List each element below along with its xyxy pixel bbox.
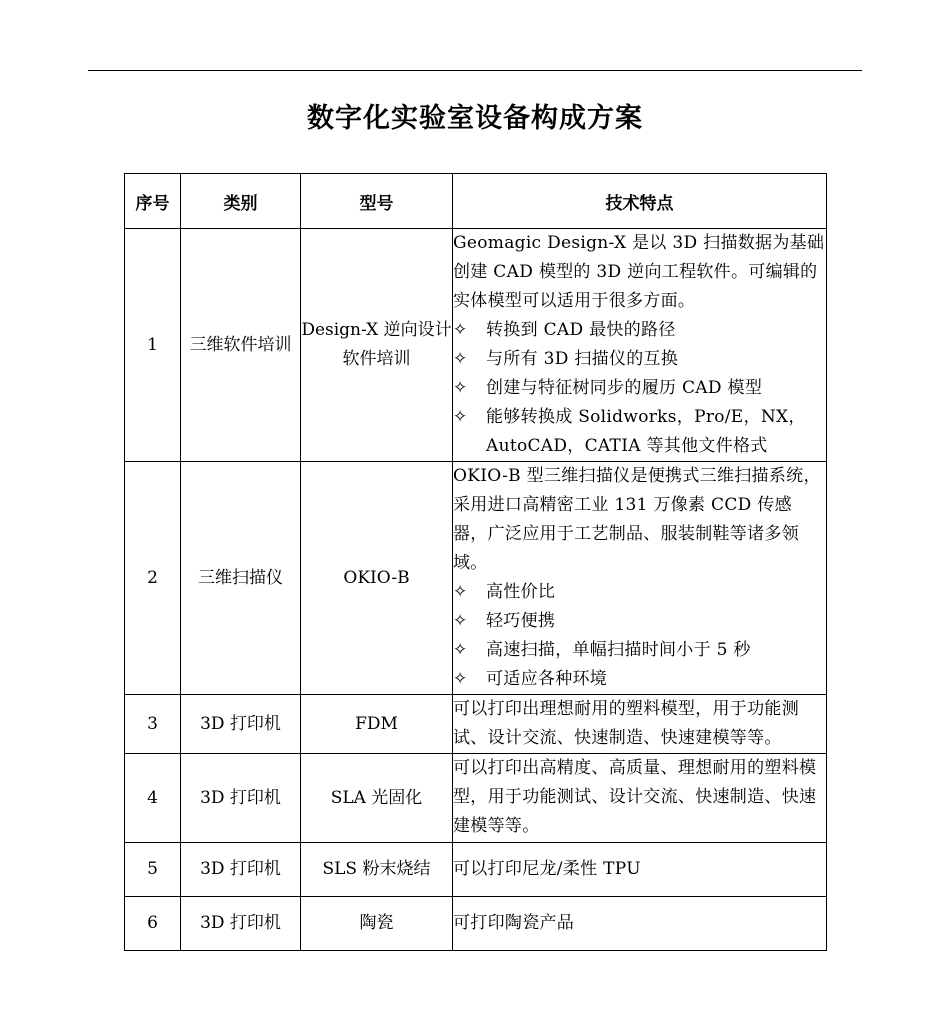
diamond-bullet-icon: ✧ <box>453 378 468 398</box>
row-model: SLS 粉末烧结 <box>301 843 453 897</box>
diamond-bullet-icon: ✧ <box>453 407 468 427</box>
feature-item <box>453 578 826 607</box>
row-no: 6 <box>125 897 181 951</box>
row-description: OKIO-B 型三维扫描仪是便携式三维扫描系统，采用进口高精密工业 131 万像素 CCD 传感器，广泛应用于工艺制品、服装制鞋等诸多领域。 <box>453 466 821 573</box>
row-description: 可以打印出理想耐用的塑料模型，用于功能测试、设计交流、快速制造、快速建模等等。 <box>453 695 827 754</box>
row-description: 可以打印尼龙/柔性 TPU <box>453 843 827 897</box>
row-model: OKIO-B <box>301 462 453 695</box>
table-row <box>125 897 827 951</box>
feature-text: 能够转换成 Solidworks，Pro/E，NX，AutoCAD，CATIA 等其他文件格式 <box>486 407 806 456</box>
feature-text: 轻巧便携 <box>486 611 556 631</box>
feature-item <box>453 403 826 461</box>
row-description: 可以打印出高精度、高质量、理想耐用的塑料模型，用于功能测试、设计交流、快速制造、快速建模等等。 <box>453 754 827 843</box>
row-category: 三维扫描仪 <box>181 462 301 695</box>
table-row <box>125 229 827 462</box>
row-description-cell <box>453 229 827 462</box>
row-no: 3 <box>125 695 181 754</box>
diamond-bullet-icon: ✧ <box>453 640 468 660</box>
row-category: 3D 打印机 <box>181 754 301 843</box>
row-no: 4 <box>125 754 181 843</box>
row-category: 3D 打印机 <box>181 897 301 951</box>
row-model: 陶瓷 <box>301 897 453 951</box>
table-header-row <box>125 174 827 229</box>
header-rule <box>88 70 862 71</box>
row-description-cell <box>453 462 827 695</box>
row-description: Geomagic Design-X 是以 3D 扫描数据为基础创建 CAD 模型的 3D 逆向工程软件。可编辑的实体模型可以适用于很多方面。 <box>453 233 825 311</box>
diamond-bullet-icon: ✧ <box>453 320 468 340</box>
table-row <box>125 695 827 754</box>
row-description: 可打印陶瓷产品 <box>453 897 827 951</box>
feature-text: 高速扫描，单幅扫描时间小于 5 秒 <box>486 640 751 660</box>
row-no: 2 <box>125 462 181 695</box>
diamond-bullet-icon: ✧ <box>453 611 468 631</box>
equipment-table <box>124 173 827 951</box>
feature-text: 创建与特征树同步的履历 CAD 模型 <box>486 378 763 398</box>
row-model: FDM <box>301 695 453 754</box>
row-model: SLA 光固化 <box>301 754 453 843</box>
row-category: 3D 打印机 <box>181 843 301 897</box>
feature-text: 可适应各种环境 <box>486 669 608 689</box>
table-row <box>125 843 827 897</box>
feature-text: 转换到 CAD 最快的路径 <box>486 320 676 340</box>
header-category: 类别 <box>181 174 301 229</box>
diamond-bullet-icon: ✧ <box>453 349 468 369</box>
feature-text: 高性价比 <box>486 582 556 602</box>
diamond-bullet-icon: ✧ <box>453 669 468 689</box>
header-features: 技术特点 <box>453 174 827 229</box>
page-title: 数字化实验室设备构成方案 <box>307 103 643 134</box>
feature-text: 与所有 3D 扫描仪的互换 <box>486 349 679 369</box>
feature-item <box>453 607 826 636</box>
feature-item <box>453 316 826 345</box>
table-row <box>125 754 827 843</box>
feature-item <box>453 374 826 403</box>
feature-item <box>453 636 826 665</box>
header-no: 序号 <box>125 174 181 229</box>
feature-item <box>453 665 826 694</box>
row-category: 3D 打印机 <box>181 695 301 754</box>
row-category: 三维软件培训 <box>181 229 301 462</box>
row-no: 5 <box>125 843 181 897</box>
feature-item <box>453 345 826 374</box>
diamond-bullet-icon: ✧ <box>453 582 468 602</box>
header-model: 型号 <box>301 174 453 229</box>
row-model: Design-X 逆向设计软件培训 <box>301 229 453 462</box>
row-no: 1 <box>125 229 181 462</box>
table-row <box>125 462 827 695</box>
